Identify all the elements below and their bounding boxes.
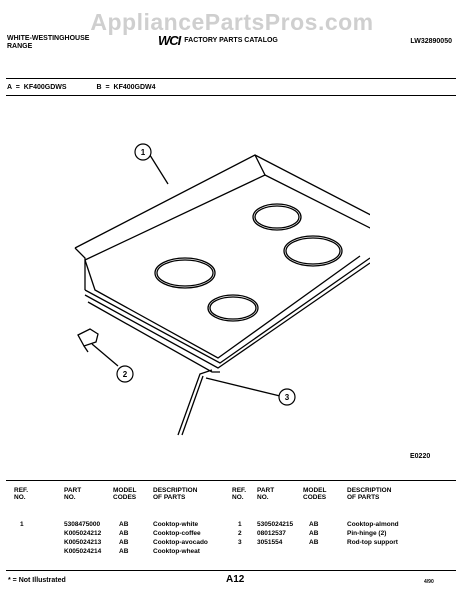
left-row-3-part: K005024213 xyxy=(64,539,102,546)
left-row-2-part: K005024212 xyxy=(64,530,102,537)
svg-text:3: 3 xyxy=(284,393,290,402)
left-row-2-desc: Cooktop-coffee xyxy=(153,530,201,537)
wci-logo: WCI xyxy=(158,33,181,48)
support-rod xyxy=(178,370,212,435)
cooktop-back-edge xyxy=(75,155,370,248)
burner-opening-front-right xyxy=(284,236,342,266)
header-desc-left: DESCRIPTION OF PARTS xyxy=(153,487,198,501)
brand-line-1: WHITE-WESTINGHOUSE xyxy=(7,35,90,42)
brand-block xyxy=(7,35,89,51)
right-row-2-desc: Pin-hinge (2) xyxy=(347,530,387,537)
left-row-4-desc: Cooktop-wheat xyxy=(153,548,200,555)
header-part-right: PART NO. xyxy=(257,487,275,501)
header-ref-right: REF. NO. xyxy=(232,487,247,501)
right-row-1-desc: Cooktop-almond xyxy=(347,521,399,528)
burner-opening-front-left xyxy=(208,295,258,321)
callout-2 xyxy=(117,366,133,382)
header-codes-right: MODEL CODES xyxy=(303,487,327,501)
left-row-1-part: 5308475000 xyxy=(64,521,101,528)
right-row-3-part: 3051554 xyxy=(257,539,283,546)
svg-text:1: 1 xyxy=(140,148,146,157)
page-number: A12 xyxy=(226,574,245,585)
catalog-header xyxy=(158,33,278,48)
footnote: * = Not Illustrated xyxy=(8,577,66,584)
header-part-left: PART NO. xyxy=(64,487,82,501)
diagram-code: E0220 xyxy=(410,453,431,460)
cooktop-diagram xyxy=(40,130,370,460)
right-row-3-desc: Rod-top support xyxy=(347,539,398,546)
models-divider xyxy=(6,95,456,96)
right-row-2-ref: 2 xyxy=(238,530,242,537)
model-a: A = KF400GDWS xyxy=(7,84,67,91)
header-divider xyxy=(6,78,456,79)
right-row-3-codes: AB xyxy=(309,539,319,546)
callout-1 xyxy=(135,144,151,160)
burner-opening-rear-right xyxy=(253,204,301,230)
table-top-divider xyxy=(6,480,456,481)
right-row-1-codes: AB xyxy=(309,521,319,528)
hinge-pin xyxy=(78,329,98,346)
left-row-1-desc: Cooktop-white xyxy=(153,521,199,528)
revision-date: 4/90 xyxy=(424,579,434,585)
catalog-title: FACTORY PARTS CATALOG xyxy=(184,37,278,44)
model-b: B = KF400GDW4 xyxy=(96,84,156,91)
header-ref-left: REF. NO. xyxy=(14,487,29,501)
burner-opening-rear-left xyxy=(155,258,215,288)
model-list xyxy=(7,84,156,91)
doc-number: LW32890050 xyxy=(410,38,452,45)
brand-line-2: RANGE xyxy=(7,43,33,50)
header-codes-left: MODEL CODES xyxy=(113,487,137,501)
footer-divider xyxy=(6,570,456,571)
right-row-1-ref: 1 xyxy=(238,521,242,528)
left-row-1-codes: AB xyxy=(119,521,129,528)
left-row-2-codes: AB xyxy=(119,530,129,537)
right-row-2-codes: AB xyxy=(309,530,319,537)
left-row-3-desc: Cooktop-avocado xyxy=(153,539,208,546)
callout-3 xyxy=(279,389,295,405)
right-row-2-part: 08012537 xyxy=(257,530,286,537)
left-row-4-codes: AB xyxy=(119,548,129,555)
left-row-1-ref: 1 xyxy=(20,521,24,528)
header-desc-right: DESCRIPTION OF PARTS xyxy=(347,487,392,501)
watermark: AppliancePartsPros.com xyxy=(90,9,374,35)
right-row-3-ref: 3 xyxy=(238,539,242,546)
svg-text:2: 2 xyxy=(122,370,128,379)
left-row-3-codes: AB xyxy=(119,539,129,546)
left-row-4-part: K005024214 xyxy=(64,548,102,555)
right-row-1-part: 5305024215 xyxy=(257,521,294,528)
